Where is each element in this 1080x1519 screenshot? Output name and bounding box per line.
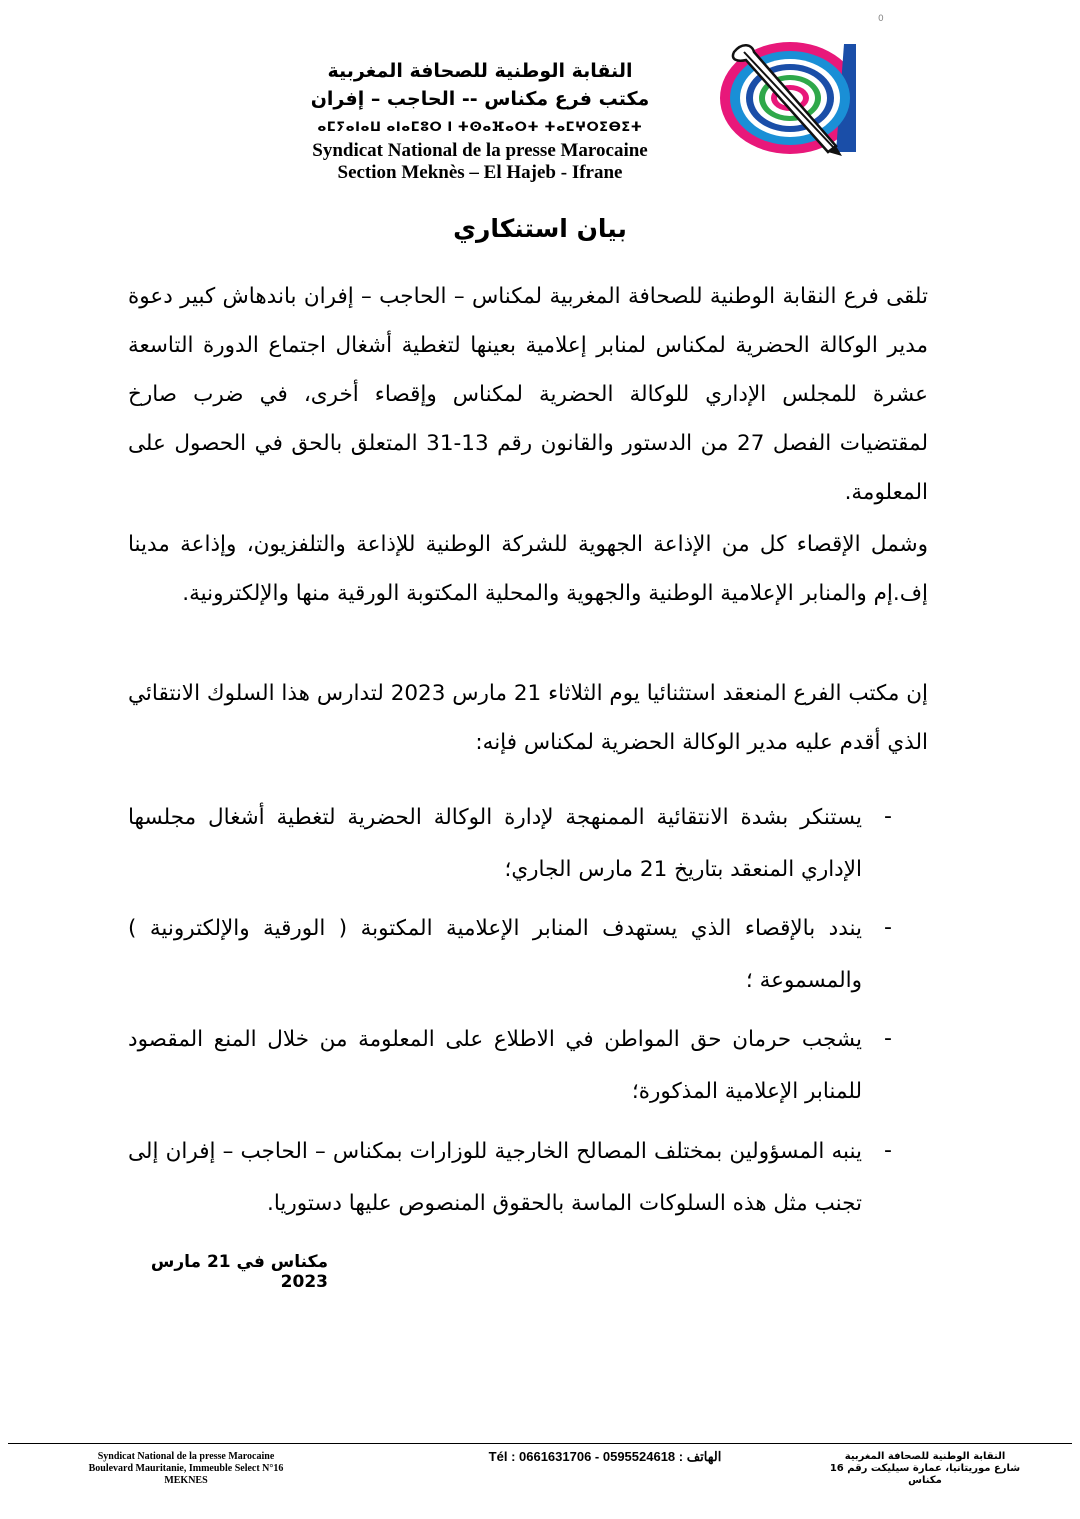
paragraph-2: وشمل الإقصاء كل من الإذاعة الجهوية للشركة الوطنية للإذاعة والتلفزيون، وإذاعة مدينا إف.إم والمنابر الإعلامية الوطنية والجهوية والمحلية المكتوبة الورقية منها والإلكترونية. <box>128 532 928 606</box>
corner-mark: 0 <box>878 14 884 24</box>
footer-french-address <box>56 1451 316 1487</box>
header-french-section: Section Meknès – El Hajeb - Ifrane <box>337 162 623 183</box>
bullet-text: يندد بالإقصاء الذي يستهدف المنابر الإعلامية المكتوبة ( الورقية والإلكترونية ) والمسموعة ؛ <box>128 916 862 993</box>
list-item <box>128 903 928 1007</box>
footer-right-line: شارع موريتانيا، عمارة سيليكت رقم 16 <box>829 1463 1021 1474</box>
footer-arabic-address <box>810 1451 1040 1487</box>
press-union-logo-icon <box>716 38 866 162</box>
header-arabic-name: النقابة الوطنية للصحافة المغربية <box>327 60 633 82</box>
bullet-marker: - <box>884 804 892 829</box>
bullet-marker: - <box>884 1026 892 1051</box>
statement-title: بيان استنكاري <box>453 214 627 243</box>
footer-right-line: مكناس <box>908 1475 942 1486</box>
header-french-name: Syndicat National de la presse Marocaine <box>312 140 648 161</box>
bullet-text: يستنكر بشدة الانتقائية الممنهجة لإدارة الوكالة الحضرية لتغطية أشغال مجلسها الإداري المنعقد بتاريخ 21 مارس الجاري؛ <box>128 805 862 882</box>
footer-right-line: النقابة الوطنية للصحافة المغربية <box>844 1451 1006 1462</box>
date-line: مكناس في 21 مارس 2023 <box>150 1252 328 1292</box>
footer-divider <box>8 1443 1072 1444</box>
bullet-marker: - <box>884 915 892 940</box>
paragraph-3: إن مكتب الفرع المنعقد استثنائيا يوم الثلاثاء 21 مارس 2023 لتدارس هذا السلوك الانتقائي الذي أقدم عليه مدير الوكالة الحضرية لمكناس فإنه: <box>128 681 928 755</box>
bullet-text: يشجب حرمان حق المواطن في الاطلاع على المعلومة من خلال المنع المقصود للمنابر الإعلامية المذكورة؛ <box>128 1027 862 1104</box>
paragraph-1: تلقى فرع النقابة الوطنية للصحافة المغربية لمكناس – الحاجب – إفران باندهاش كبير دعوة مدير الوكالة الحضرية لمكناس لمنابر إعلامية بعينها لتغطية أشغال اجتماع الدورة التاسعة عشرة للمجلس الإداري للوكالة الحضرية لمكناس وإقصاء أخرى، في ضرب صارخ لمقتضيات الفصل 27 من الدستور والقانون رقم 13-31 المتعلق بالحق في الحصول على المعلومة. <box>128 284 928 505</box>
header-tifinagh-name: ⴰⵎⵢⴰⵏⴰⵡ ⴰⵏⴰⵎⵓⵔ ⵏ ⵜⵙⴰⴼⴰⵔⵜ ⵜⴰⵎⵖⵔⵉⴱⵉⵜ <box>317 120 643 135</box>
footer-left-line: Syndicat National de la presse Marocaine <box>97 1451 275 1462</box>
list-item <box>128 1014 928 1118</box>
footer-left-line: MEKNES <box>164 1475 208 1486</box>
list-item <box>128 792 928 896</box>
footer-phone: Tél : 0661631706 - 0595524618 : الهاتف <box>488 1449 722 1464</box>
bullet-text: ينبه المسؤولين بمختلف المصالح الخارجية للوزارات بمكناس – الحاجب – إفران إلى تجنب مثل هذه السلوكات الماسة بالحقوق المنصوص عليها دستوريا. <box>128 1139 862 1216</box>
bullet-marker: - <box>884 1138 892 1163</box>
list-item <box>128 1126 928 1230</box>
header-arabic-section: مكتب فرع مكناس -- الحاجب – إفران <box>310 88 650 110</box>
footer-left-line: Boulevard Mauritanie, Immeuble Select N°16 <box>88 1463 284 1474</box>
